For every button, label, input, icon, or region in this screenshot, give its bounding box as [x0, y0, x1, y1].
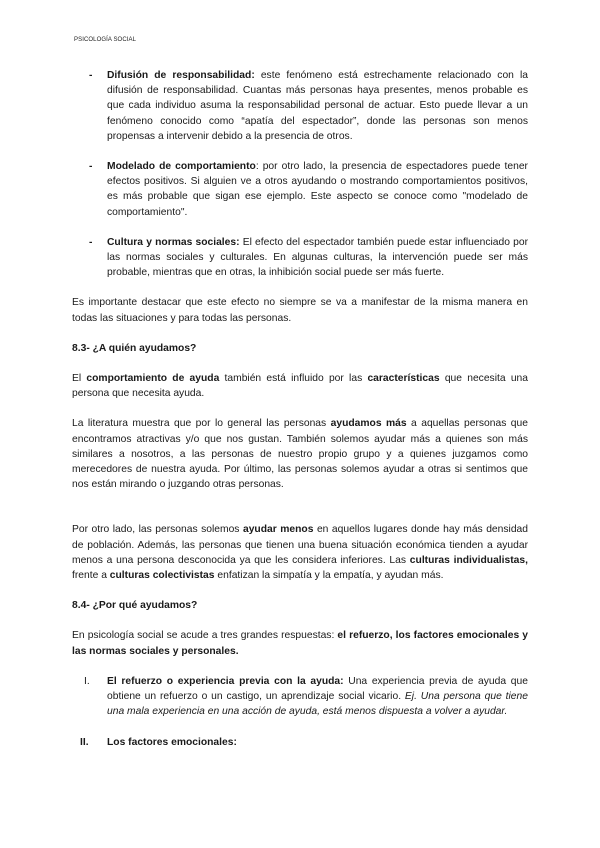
paragraph-why-help-intro: [72, 628, 528, 658]
bold-run: ayudamos más: [330, 418, 407, 430]
bold-run: culturas colectivistas: [109, 570, 215, 582]
roman-numeral: I.: [84, 675, 90, 687]
text-run: enfatizan la simpatía y la empatía, y ayudan más.: [214, 570, 444, 582]
bullet-text: este fenómeno está estrechamente relacionado con la difusión de responsabilidad. Cuantas más personas haya presentes, menos probable es que cada individuo asuma la responsabilidad personal de actuar. Esto puede llevar a un fenómeno conocido como “apatía del espectador”, donde las personas son menos propensas a intervenir debido a la presencia de otros.: [107, 70, 528, 142]
paragraph-help-behavior: [72, 371, 528, 401]
section-heading-8-4: 8.4- ¿Por qué ayudamos?: [72, 600, 198, 612]
running-header: PSICOLOGÍA SOCIAL: [74, 37, 137, 43]
bullet-text: : por otro lado, la presencia de espectadores puede tener efectos positivos. Si alguien ve a otros ayudando o mostrando comportamientos positivos, es más probable que sigan ese ejemplo. Este aspecto se conoce como "modelado de comportamiento".: [107, 161, 528, 218]
text-run: en aquellos lugares donde hay más densidad de población. Además, las personas que tienen una buena situación económica tienden a ayudar menos a una persona desconocida ya que les considera inferiores. Las: [72, 524, 529, 566]
spacer: [72, 507, 528, 522]
item-example: Ej. Una persona que tiene una mala experiencia en una acción de ayuda, está menos dispuesta a volver a ayudar.: [107, 691, 528, 718]
bold-run: el refuerzo, los factores emocionales y las normas sociales y personales.: [72, 630, 528, 657]
paragraph-help-less: [72, 522, 528, 583]
text-run: En psicología social se acude a tres grandes respuestas:: [72, 630, 338, 642]
closing-paragraph: Es importante destacar que este efecto no siempre se va a manifestar de la misma manera en todas las situaciones y para todas las personas.: [72, 297, 528, 324]
bullet-text: El efecto del espectador también puede estar influenciado por las normas sociales y culturales. En algunas culturas, la intervención puede ser más probable, mientras que en otras, la inhibición social puede ser más fuerte.: [107, 236, 529, 279]
numbered-item-reinforcement: [72, 674, 528, 720]
text-run: La literatura muestra que por lo general las personas: [72, 418, 331, 430]
item-term: El refuerzo o experiencia previa con la ayuda:: [107, 675, 344, 687]
text-run: a aquellas personas que encontramos atractivas y/o que nos gustan. También solemos ayudar más a quienes son más similares a nosotros, a las personas de nuestro propio grupo y a quienes juzgamos como merecedores de nuestra ayuda. Por último, las personas solemos ayudar a otras si sentimos que nos están mirando o juzgando otras personas.: [72, 418, 528, 491]
bullet-item-diffusion: [72, 68, 528, 144]
bold-run: ayudar menos: [242, 524, 314, 536]
roman-numeral: II.: [80, 736, 89, 748]
document-body: [72, 68, 528, 765]
bullet-item-culture: [72, 235, 528, 281]
bullet-term: Cultura y normas sociales:: [107, 236, 240, 248]
bullet-term: Difusión de responsabilidad:: [107, 70, 255, 81]
item-text: Una experiencia previa de ayuda que obtiene un refuerzo o un castigo, un aprendizaje social vicario.: [107, 675, 528, 703]
text-run: El: [72, 373, 87, 385]
bold-run: culturas individualistas,: [409, 554, 528, 566]
bullet-dash: -: [89, 161, 93, 173]
numbered-item-emotional-factors: [72, 735, 528, 750]
text-run: también está influido por las: [219, 373, 368, 385]
text-run: Por otro lado, las personas solemos: [72, 524, 243, 536]
bullet-dash: -: [89, 236, 93, 248]
bullet-dash: -: [89, 70, 93, 81]
section-heading-8-3: 8.3- ¿A quién ayudamos?: [72, 342, 197, 354]
bullet-item-modeling: [72, 159, 528, 220]
bold-run: características: [367, 373, 440, 385]
item-term: Los factores emocionales:: [107, 736, 237, 748]
text-run: frente a: [72, 570, 110, 582]
bullet-term: Modelado de comportamiento: [107, 161, 256, 173]
paragraph-help-more: [72, 416, 528, 492]
bold-run: comportamiento de ayuda: [86, 373, 220, 385]
text-run: que necesita una persona que necesita ayuda.: [72, 373, 528, 400]
